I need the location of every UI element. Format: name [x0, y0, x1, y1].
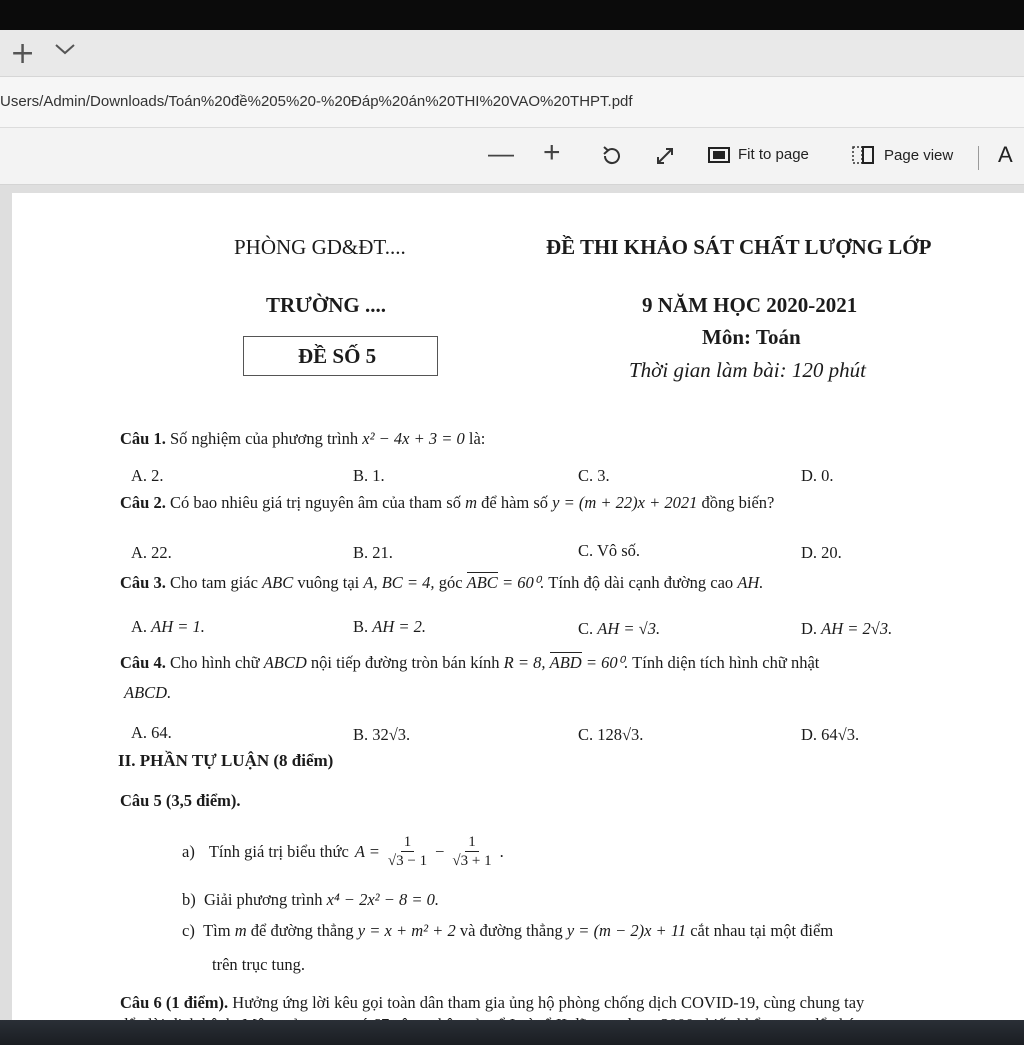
question-6-text: Hưởng ứng lời kêu gọi toàn dân tham gia ủng hộ phòng chống dịch COVID-19, cùng chung tay: [232, 993, 865, 1012]
question-3-ah: AH.: [737, 573, 764, 592]
q5c-text-a: Tìm: [203, 921, 231, 940]
question-2-text-c: đồng biến?: [701, 493, 775, 512]
question-4-rect-2: ABCD.: [124, 683, 172, 702]
q5a-fraction-1-num: 1: [401, 833, 415, 852]
q5c-text-b: để đường thẳng: [250, 921, 354, 940]
question-3-angle-value: = 60⁰.: [501, 573, 545, 592]
q2-option-d: D. 20.: [801, 543, 842, 562]
page-view-button[interactable]: [852, 146, 953, 164]
question-3-condition: A, BC = 4,: [363, 573, 435, 592]
question-4-radius: R = 8,: [503, 653, 546, 672]
question-4: [120, 653, 819, 673]
q3-option-a-label: A.: [131, 617, 148, 636]
rotate-icon[interactable]: [600, 144, 624, 168]
q5a-text: Tính giá trị biểu thức: [208, 841, 349, 861]
q5c-label: c): [182, 921, 195, 940]
address-bar[interactable]: [0, 77, 1024, 128]
question-2-var-m: m: [465, 493, 477, 512]
q3-option-d: [801, 619, 892, 639]
q5c-m: m: [234, 921, 247, 940]
q3-option-a: [131, 617, 205, 637]
screen-top-edge: [0, 0, 1024, 30]
fullscreen-icon[interactable]: [653, 144, 677, 168]
question-4-text-a: Cho hình chữ: [169, 653, 260, 672]
q5a-end: .: [499, 841, 504, 861]
section-2-heading: II. PHẦN TỰ LUẬN (8 điểm): [118, 751, 334, 770]
q3-option-d-value: AH = 2√3.: [821, 619, 893, 638]
q5c-text-c: và đường thẳng: [459, 921, 563, 940]
question-1-label: Câu 1.: [120, 429, 166, 448]
question-1-tail: là:: [468, 429, 486, 448]
fit-to-page-icon: [708, 147, 730, 163]
question-4-arc-value: = 60⁰.: [585, 653, 629, 672]
q1-option-d: D. 0.: [801, 466, 834, 485]
q5b-equation: x⁴ − 2x² − 8 = 0.: [326, 890, 439, 909]
subject-text: Môn: Toán: [702, 325, 801, 349]
pdf-page: [12, 193, 1024, 1033]
question-3-text-c: góc: [438, 573, 463, 592]
question-5a: [182, 833, 504, 870]
page-view-icon: [852, 146, 876, 164]
exam-title-line2: 9 NĂM HỌC 2020-2021: [642, 293, 858, 317]
q5a-lhs: A =: [354, 841, 380, 861]
q3-option-b-value: AH = 2.: [372, 617, 427, 636]
fit-to-page-button[interactable]: [708, 146, 809, 163]
q5c-eq1: y = x + m² + 2: [357, 921, 456, 940]
q1-option-b: B. 1.: [353, 466, 385, 485]
toolbar-divider: [978, 146, 979, 170]
question-3-label: Câu 3.: [120, 573, 166, 592]
question-6: [120, 993, 864, 1013]
q1-option-a: A. 2.: [131, 466, 164, 485]
question-1-equation: x² − 4x + 3 = 0: [362, 429, 465, 448]
q5a-label: a): [182, 841, 195, 861]
tab-bar: [0, 30, 1024, 77]
question-5c: [182, 921, 833, 941]
question-2-text-b: để hàm số: [481, 493, 549, 512]
department-text: PHÒNG GD&ĐT....: [234, 235, 406, 259]
question-5b: [182, 890, 439, 910]
zoom-in-button[interactable]: +: [543, 136, 561, 169]
question-4-label: Câu 4.: [120, 653, 166, 672]
q5a-fraction-2-num: 1: [465, 833, 479, 852]
question-2: [120, 493, 774, 513]
question-4-text-b: nội tiếp đường tròn bán kính: [310, 653, 500, 672]
read-aloud-button[interactable]: A: [998, 142, 1013, 167]
question-4-arc: ABD: [549, 653, 582, 672]
question-1: [120, 429, 485, 449]
question-6-label: Câu 6 (1 điểm).: [120, 993, 229, 1012]
exam-code-box: [243, 336, 438, 376]
question-3-text-a: Cho tam giác: [169, 573, 258, 592]
pdf-toolbar: [0, 128, 1024, 185]
q4-option-c: C. 128√3.: [578, 725, 644, 744]
question-4-rect: ABCD: [263, 653, 307, 672]
page-view-label: Page view: [884, 146, 954, 164]
q5a-minus: −: [435, 841, 445, 861]
question-5-label: Câu 5 (3,5 điểm).: [120, 791, 241, 810]
q3-option-c: [578, 619, 660, 639]
exam-title-line1: ĐỀ THI KHẢO SÁT CHẤT LƯỢNG LỚP: [546, 235, 932, 259]
question-4-text-c: Tính diện tích hình chữ nhật: [632, 653, 820, 672]
question-2-label: Câu 2.: [120, 493, 166, 512]
q5c-eq2: y = (m − 2)x + 11: [566, 921, 687, 940]
zoom-out-button[interactable]: —: [488, 138, 514, 168]
fit-to-page-label: Fit to page: [738, 146, 809, 163]
question-2-text-a: Có bao nhiêu giá trị nguyên âm của tham số: [169, 493, 461, 512]
question-1-text: Số nghiệm của phương trình: [169, 429, 359, 448]
q3-option-c-value: AH = √3.: [597, 619, 661, 638]
q3-option-c-label: C.: [578, 619, 594, 638]
q2-option-a: A. 22.: [131, 543, 172, 562]
exam-code: ĐỀ SỐ 5: [298, 344, 377, 368]
q5a-fraction-2: [450, 833, 493, 870]
question-3-text-b: vuông tại: [297, 573, 360, 592]
q3-option-d-label: D.: [801, 619, 818, 638]
pdf-viewer[interactable]: [0, 185, 1024, 1020]
school-text: TRƯỜNG ....: [266, 293, 386, 317]
q4-option-a: A. 64.: [131, 723, 172, 742]
q5b-label: b): [182, 890, 196, 909]
q5a-fraction-1: [386, 833, 429, 870]
q1-option-c: C. 3.: [578, 466, 610, 485]
q3-option-b-label: B.: [353, 617, 369, 636]
q3-option-b: [353, 617, 426, 637]
question-3-text-d: Tính độ dài cạnh đường cao: [548, 573, 734, 592]
q2-option-c: C. Vô số.: [578, 541, 641, 560]
question-3: [120, 573, 763, 593]
question-3-triangle: ABC: [262, 573, 294, 592]
tab-list-chevron-icon[interactable]: [54, 42, 76, 61]
q5a-fraction-2-den: √3 + 1: [452, 853, 492, 869]
q5a-fraction-1-den: √3 − 1: [387, 853, 428, 869]
question-2-equation: y = (m + 22)x + 2021: [552, 493, 698, 512]
q3-option-a-value: AH = 1.: [151, 617, 205, 636]
q4-option-b: B. 32√3.: [353, 725, 411, 744]
q5c-line-2: trên trục tung.: [212, 955, 306, 974]
q5c-text-d: cắt nhau tại một điểm: [690, 921, 834, 940]
q5b-text: Giải phương trình: [204, 890, 323, 909]
url-text[interactable]: Users/Admin/Downloads/Toán%20đề%205%20-%20Đáp%20án%20THI%20VAO%20THPT.pdf: [0, 93, 633, 110]
q4-option-d: D. 64√3.: [801, 725, 860, 744]
new-tab-button[interactable]: +: [10, 36, 36, 71]
q2-option-b: B. 21.: [353, 543, 393, 562]
taskbar-edge: [0, 1020, 1024, 1045]
time-text: Thời gian làm bài: 120 phút: [629, 358, 866, 382]
question-3-angle: ABC: [466, 573, 498, 592]
